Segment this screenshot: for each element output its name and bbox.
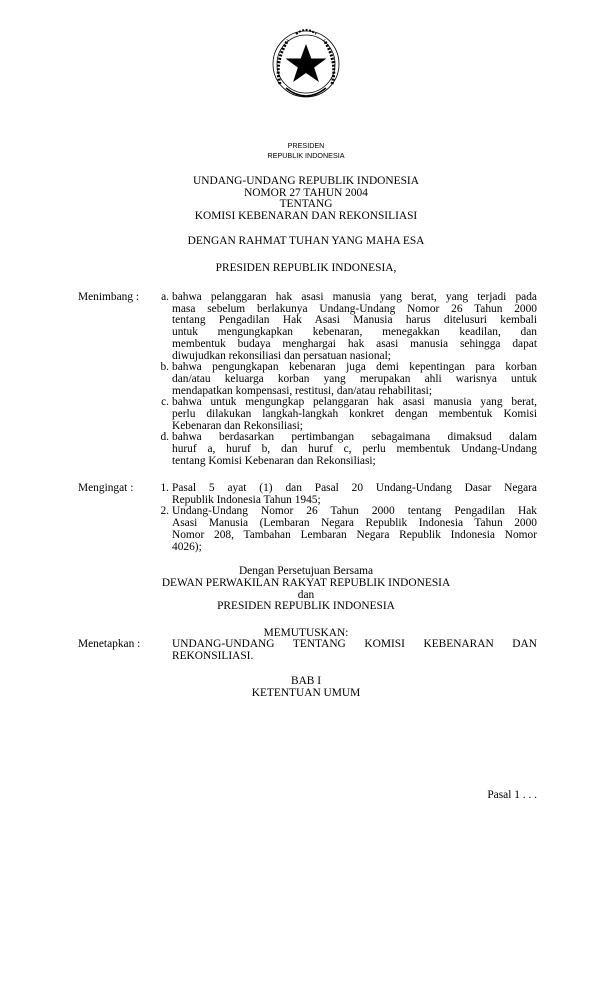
clause-line: untuk mengungkapkan kebenaran, menegakkan keadilan, dan bbox=[172, 326, 537, 339]
decision-line: UNDANG-UNDANG TENTANG KOMISI KEBENARAN DAN bbox=[172, 638, 537, 650]
clause-line: bahwa berdasarkan pertimbangan sebagaimana dimaksud dalam bbox=[172, 431, 537, 444]
next-page-indicator: Pasal 1 . . . bbox=[487, 789, 537, 801]
clause-marker: d. bbox=[160, 431, 169, 444]
clause-line: Pasal 5 ayat (1) dan Pasal 20 Undang-Undang Dasar Negara bbox=[172, 482, 537, 494]
approval-line-1: Dengan Persetujuan Bersama bbox=[238, 565, 374, 577]
approval-line-3: dan bbox=[297, 589, 315, 601]
presidential-seal-emblem bbox=[266, 22, 346, 114]
clause-line: membentuk budaya menghargai hak asasi manusia sehingga dapat bbox=[172, 337, 537, 350]
menimbang-label: Menimbang : bbox=[78, 291, 140, 303]
clause-line: dan/atau keluarga korban yang merupakan ahli warisnya untuk bbox=[172, 372, 537, 385]
clause-line: huruf a, huruf b, dan huruf c, perlu membentuk Undang-Undang bbox=[172, 443, 537, 456]
president-heading: PRESIDEN REPUBLIK INDONESIA, bbox=[215, 262, 397, 274]
clause-line: mendapatkan kompensasi, restitusi, dan/atau rehabilitasi; bbox=[172, 384, 433, 397]
clause-line: bahwa pelanggaran hak asasi manusia yang berat, yang terjadi pada bbox=[172, 291, 537, 303]
decision-line: REKONSILIASI. bbox=[172, 650, 254, 662]
title-line-3: TENTANG bbox=[279, 198, 333, 210]
title-line-1: UNDANG-UNDANG REPUBLIK INDONESIA bbox=[193, 175, 419, 187]
chapter-number: BAB I bbox=[290, 675, 322, 687]
clause-line: Asasi Manusia (Lembaran Negara Republik Indonesia Tahun 2000 bbox=[172, 517, 537, 530]
approval-line-4: PRESIDEN REPUBLIK INDONESIA bbox=[217, 600, 395, 612]
chapter-title: KETENTUAN UMUM bbox=[251, 687, 361, 699]
clause-marker: 2. bbox=[160, 505, 169, 518]
clause-line: 4026); bbox=[172, 540, 202, 553]
office-line-2: REPUBLIK INDONESIA bbox=[267, 151, 345, 160]
clause-line: tentang Pengadilan Hak Asasi Manusia harus ditelusuri kembali bbox=[172, 314, 537, 327]
clause-line: Undang-Undang Nomor 26 Tahun 2000 tentang Pengadilan Hak bbox=[172, 505, 537, 518]
clause-line: perlu dilakukan langkah-langkah konkret dengan membentuk Komisi bbox=[172, 408, 537, 420]
mengingat-label: Mengingat : bbox=[78, 482, 134, 494]
clause-marker: a. bbox=[161, 291, 169, 303]
clause-marker: 1. bbox=[160, 482, 169, 494]
clause-line: bahwa pengungkapan kebenaran juga demi kepentingan para korban bbox=[172, 361, 537, 374]
title-line-2: NOMOR 27 TAHUN 2004 bbox=[244, 187, 368, 199]
clause-line: bahwa untuk mengungkap pelanggaran hak asasi manusia yang berat, bbox=[172, 396, 537, 409]
clause-marker: c. bbox=[161, 396, 169, 409]
clause-line: masa sebelum berlakunya Undang-Undang Nomor 26 Tahun 2000 bbox=[172, 302, 537, 315]
blessing: DENGAN RAHMAT TUHAN YANG MAHA ESA bbox=[187, 235, 425, 247]
office-line-1: PRESIDEN bbox=[287, 141, 325, 150]
clause-line: Nomor 208, Tambahan Lembaran Negara Republik Indonesia Nomor bbox=[172, 528, 537, 541]
approval-line-2: DEWAN PERWAKILAN RAKYAT REPUBLIK INDONESIA bbox=[161, 577, 451, 589]
clause-line: tentang Komisi Kebenaran dan Rekonsiliasi; bbox=[172, 454, 376, 467]
clause-line: diwujudkan rekonsiliasi dan persatuan nasional; bbox=[172, 349, 391, 362]
menetapkan-label: Menetapkan : bbox=[78, 638, 141, 650]
title-line-4: KOMISI KEBENARAN DAN REKONSILIASI bbox=[194, 210, 418, 222]
decision-heading: MEMUTUSKAN: bbox=[263, 627, 349, 639]
clause-line: Republik Indonesia Tahun 1945; bbox=[172, 493, 321, 506]
clause-marker: b. bbox=[160, 361, 169, 374]
clause-line: Kebenaran dan Rekonsiliasi; bbox=[172, 419, 303, 432]
